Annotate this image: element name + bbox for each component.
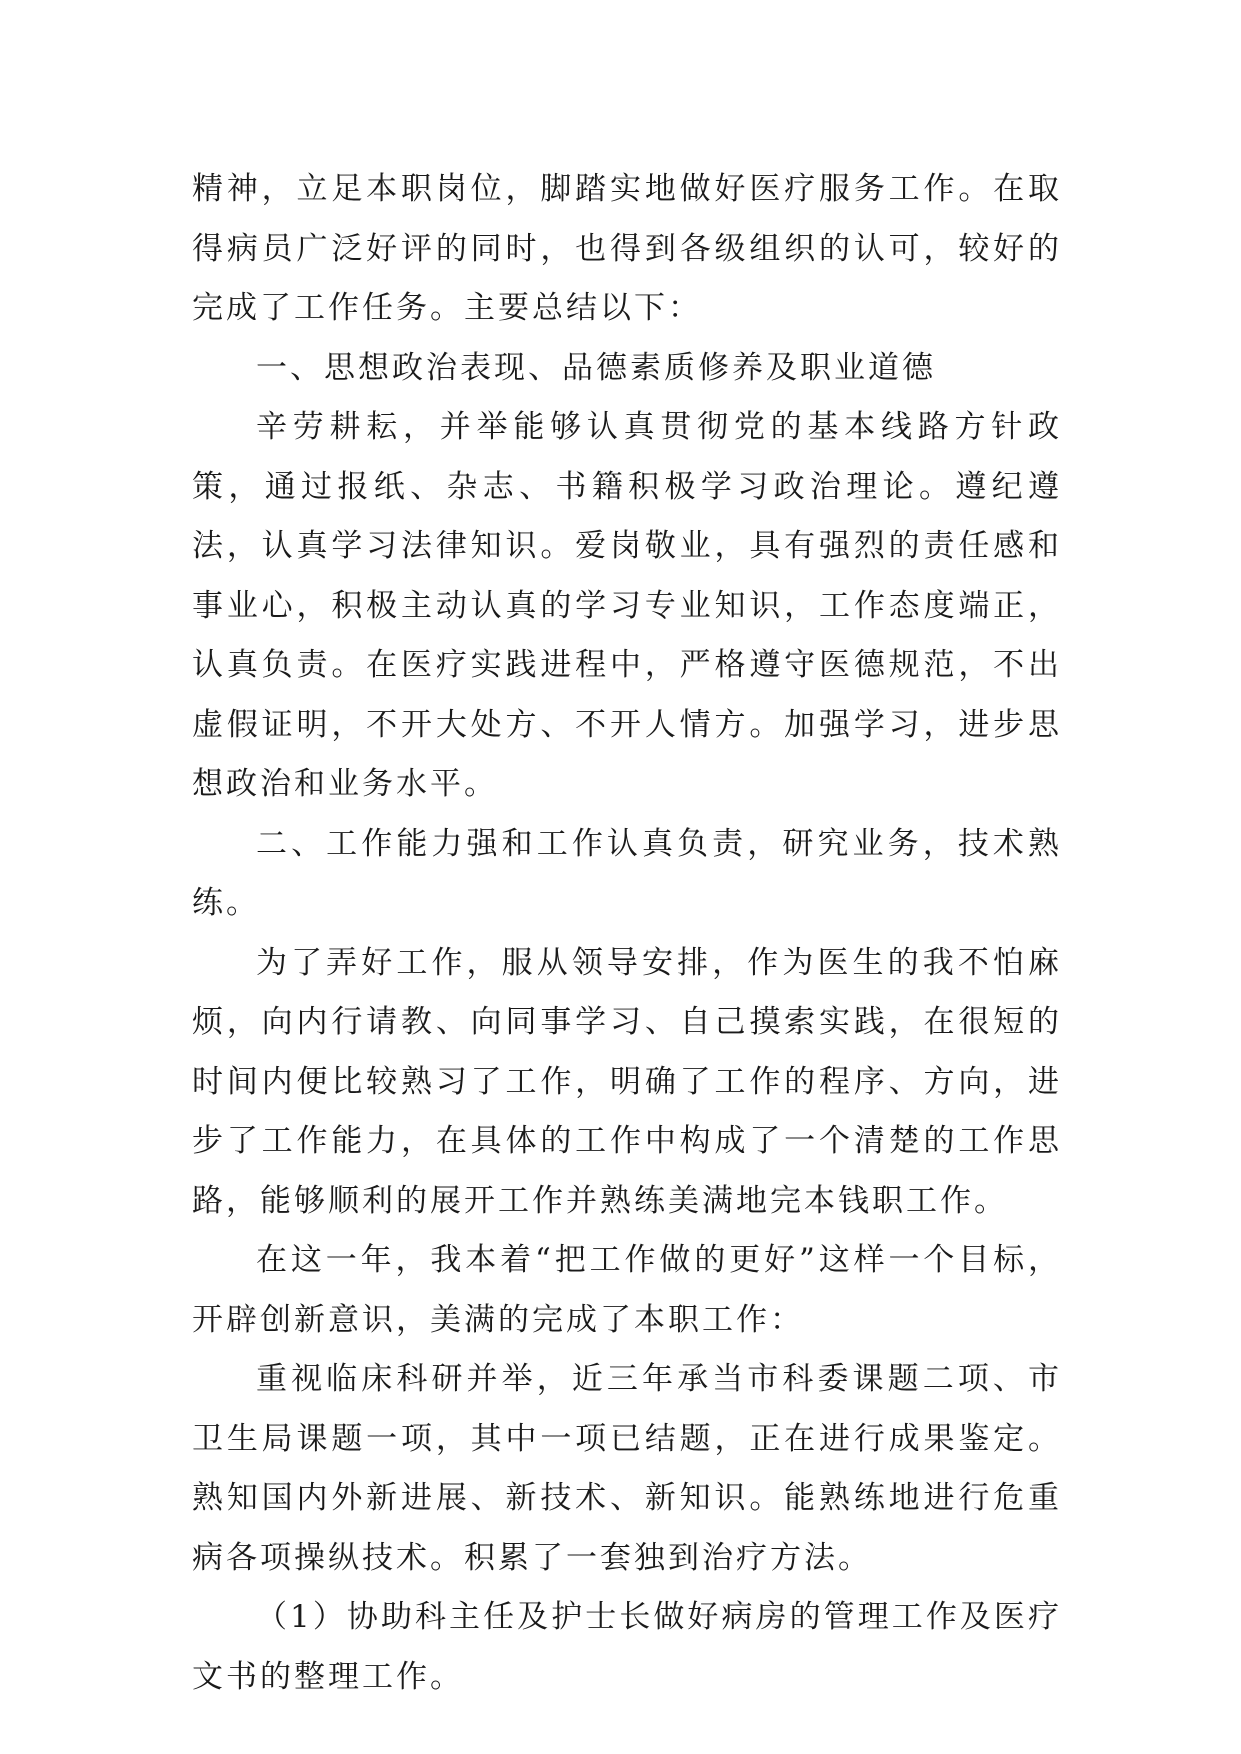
section-heading-2: 二、工作能力强和工作认真负责，研究业务，技术熟练。	[192, 825, 1062, 921]
paragraph-work: 为了弄好工作，服从领导安排，作为医生的我不怕麻烦，向内行请教、向同事学习、自己摸索实践，在很短的时间内便比较熟习了工作，明确了工作的程序、方向，进步了工作能力，在具体的工作中构成了一个清楚的工作思路，能够顺利的展开工作并熟练美满地完本钱职工作。	[192, 944, 1062, 1219]
paragraph-intro: 精神，立足本职岗位，脚踏实地做好医疗服务工作。在取得病员广泛好评的同时，也得到各级组织的认可，较好的完成了工作任务。主要总结以下：	[192, 171, 1062, 326]
list-item-1: （1）协助科主任及护士长做好病房的管理工作及医疗文书的整理工作。	[192, 1599, 1062, 1695]
paragraph-political: 辛劳耕耘，并举能够认真贯彻党的基本线路方针政策，通过报纸、杂志、书籍积极学习政治理论。遵纪遵法，认真学习法律知识。爱岗敬业，具有强烈的责任感和事业心，积极主动认真的学习专业知识，工作态度端正，认真负责。在医疗实践进程中，严格遵守医德规范，不出虚假证明，不开大处方、不开人情方。加强学习，进步思想政治和业务水平。	[192, 409, 1062, 802]
document-body	[192, 160, 1062, 1707]
paragraph-year: 在这一年，我本着“把工作做的更好”这样一个目标，开辟创新意识，美满的完成了本职工作：	[192, 1242, 1062, 1338]
paragraph-research: 重视临床科研并举，近三年承当市科委课题二项、市卫生局课题一项，其中一项已结题，正在进行成果鉴定。熟知国内外新进展、新技术、新知识。能熟练地进行危重病各项操纵技术。积累了一套独到治疗方法。	[192, 1361, 1062, 1576]
section-heading-1: 一、思想政治表现、品德素质修养及职业道德	[256, 349, 936, 386]
